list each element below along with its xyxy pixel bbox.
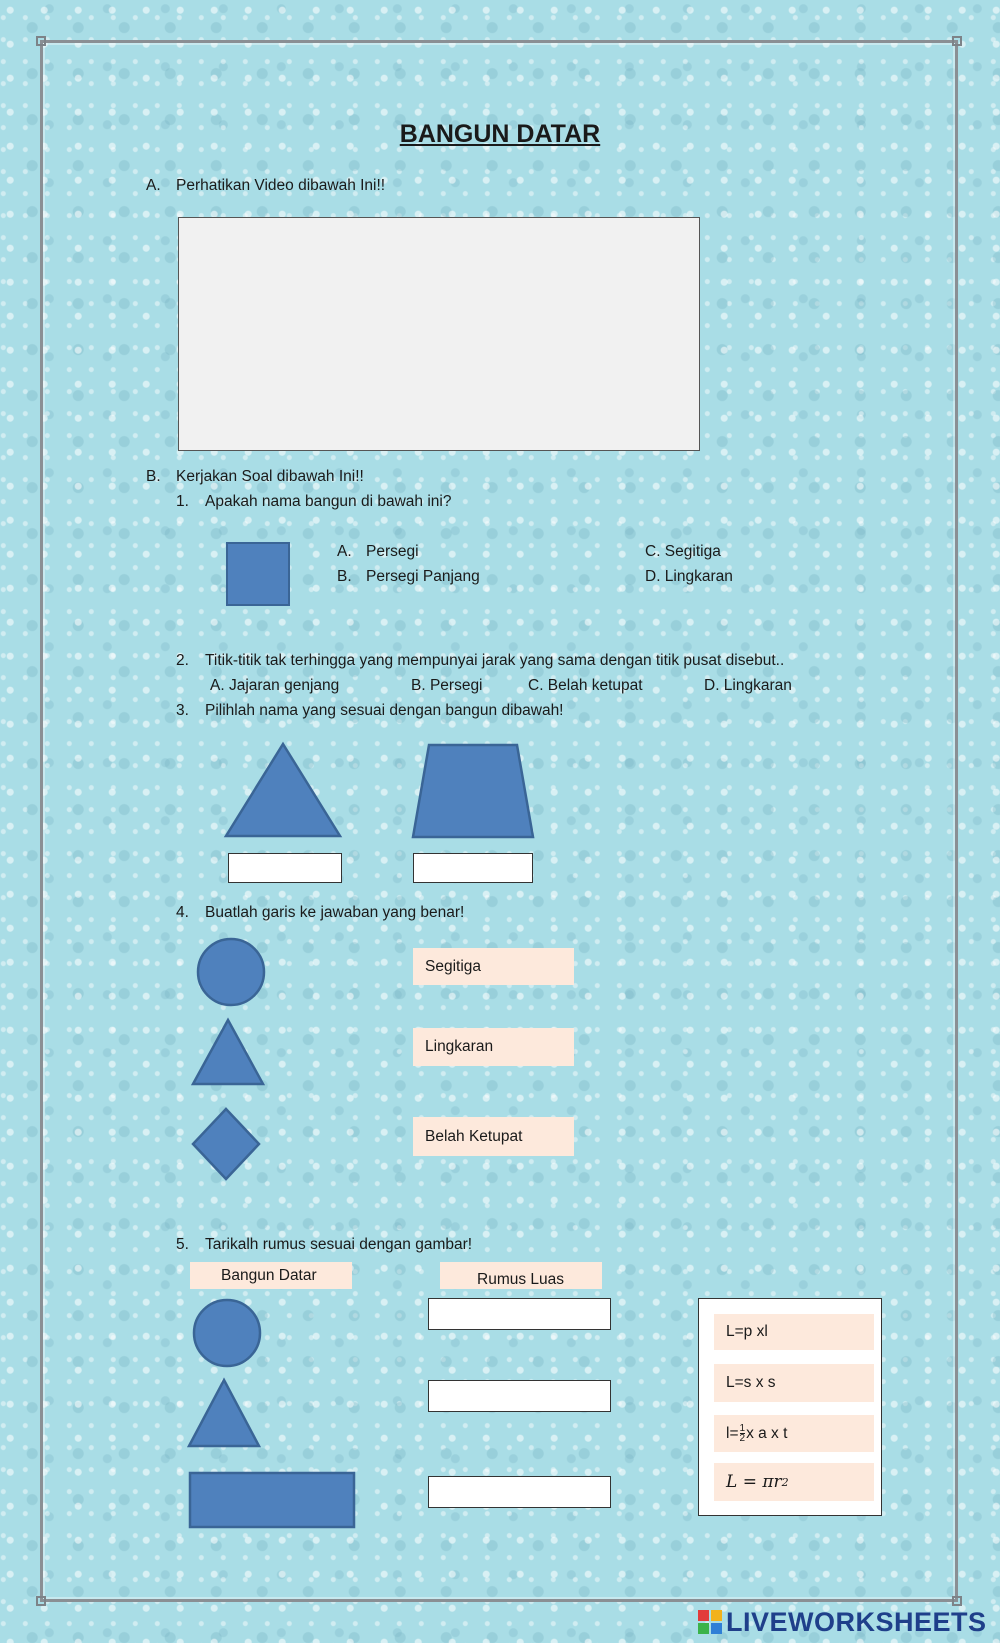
- q1-option-a[interactable]: Persegi: [366, 543, 419, 560]
- q5-header-shape: Bangun Datar: [190, 1262, 352, 1289]
- formula-lingkaran[interactable]: [714, 1463, 874, 1501]
- formula-segitiga-fraction: [740, 1424, 746, 1443]
- q1-option-a-marker: A.: [337, 543, 352, 560]
- section-b-marker: B.: [146, 468, 161, 485]
- q3-triangle-shape: [224, 742, 342, 838]
- q3-trapezoid-shape: [411, 743, 535, 839]
- q5-header-formula: Rumus Luas: [440, 1262, 602, 1289]
- q1-text: Apakah nama bangun di bawah ini?: [205, 493, 452, 510]
- q4-text: Buatlah garis ke jawaban yang benar!: [205, 904, 465, 921]
- q5-answer-input-rectangle[interactable]: [428, 1476, 611, 1508]
- q3-number: 3.: [176, 702, 189, 719]
- fraction-denominator: 2: [739, 1433, 746, 1444]
- q4-answer-lingkaran[interactable]: Lingkaran: [413, 1028, 574, 1066]
- formula-segitiga-prefix: l=: [726, 1424, 739, 1442]
- frame-corner-tr: [952, 36, 962, 46]
- q2-option-d[interactable]: D. Lingkaran: [704, 677, 792, 694]
- q2-number: 2.: [176, 652, 189, 669]
- frame-corner-bl: [36, 1596, 46, 1606]
- q4-answer-belah-ketupat[interactable]: Belah Ketupat: [413, 1117, 574, 1156]
- q4-triangle-shape[interactable]: [191, 1018, 265, 1086]
- q5-answer-input-circle[interactable]: [428, 1298, 611, 1330]
- q4-rhombus-shape[interactable]: [191, 1107, 261, 1181]
- video-player[interactable]: [178, 217, 700, 451]
- frame-corner-tl: [36, 36, 46, 46]
- q4-number: 4.: [176, 904, 189, 921]
- q4-answer-segitiga[interactable]: Segitiga: [413, 948, 574, 985]
- section-a-text: Perhatikan Video dibawah Ini!!: [176, 177, 386, 194]
- formula-segitiga-suffix: x a x t: [746, 1424, 788, 1442]
- formula-segitiga[interactable]: [714, 1415, 874, 1452]
- brand-text: LIVEWORKSHEETS: [726, 1606, 987, 1637]
- fraction-numerator: 1: [739, 1423, 746, 1434]
- q5-text: Tarikalh rumus sesuai dengan gambar!: [205, 1236, 473, 1253]
- q2-option-c[interactable]: C. Belah ketupat: [528, 677, 643, 694]
- q3-answer-input-triangle[interactable]: [228, 853, 342, 883]
- liveworksheets-logo: [698, 1605, 987, 1639]
- formula-lingkaran-exponent: 2: [781, 1475, 789, 1489]
- q4-circle-shape[interactable]: [196, 937, 266, 1007]
- q2-option-b[interactable]: B. Persegi: [411, 677, 483, 694]
- q5-answer-input-triangle[interactable]: [428, 1380, 611, 1412]
- q1-option-b-marker: B.: [337, 568, 352, 585]
- q1-square-shape: [226, 542, 290, 606]
- q3-answer-input-trapezoid[interactable]: [413, 853, 533, 883]
- q1-option-d[interactable]: D. Lingkaran: [645, 568, 733, 585]
- q5-triangle-shape: [187, 1378, 261, 1448]
- formula-lingkaran-text: L = πr: [726, 1472, 782, 1492]
- brand-icon: [698, 1610, 722, 1634]
- formula-persegi-panjang[interactable]: L=p xl: [714, 1314, 874, 1350]
- q1-number: 1.: [176, 493, 189, 510]
- q1-option-c[interactable]: C. Segitiga: [645, 543, 721, 560]
- q3-text: Pilihlah nama yang sesuai dengan bangun dibawah!: [205, 702, 564, 719]
- q2-text: Titik-titik tak terhingga yang mempunyai jarak yang sama dengan titik pusat disebut..: [205, 652, 785, 669]
- q5-circle-shape: [192, 1298, 262, 1368]
- section-b-text: Kerjakan Soal dibawah Ini!!: [176, 468, 364, 485]
- q1-option-b[interactable]: Persegi Panjang: [366, 568, 480, 585]
- page-title: BANGUN DATAR: [399, 120, 601, 148]
- section-a-marker: A.: [146, 177, 161, 194]
- q2-option-a[interactable]: A. Jajaran genjang: [210, 677, 340, 694]
- q5-number: 5.: [176, 1236, 189, 1253]
- formula-persegi[interactable]: L=s x s: [714, 1364, 874, 1402]
- q5-rectangle-shape: [189, 1472, 355, 1528]
